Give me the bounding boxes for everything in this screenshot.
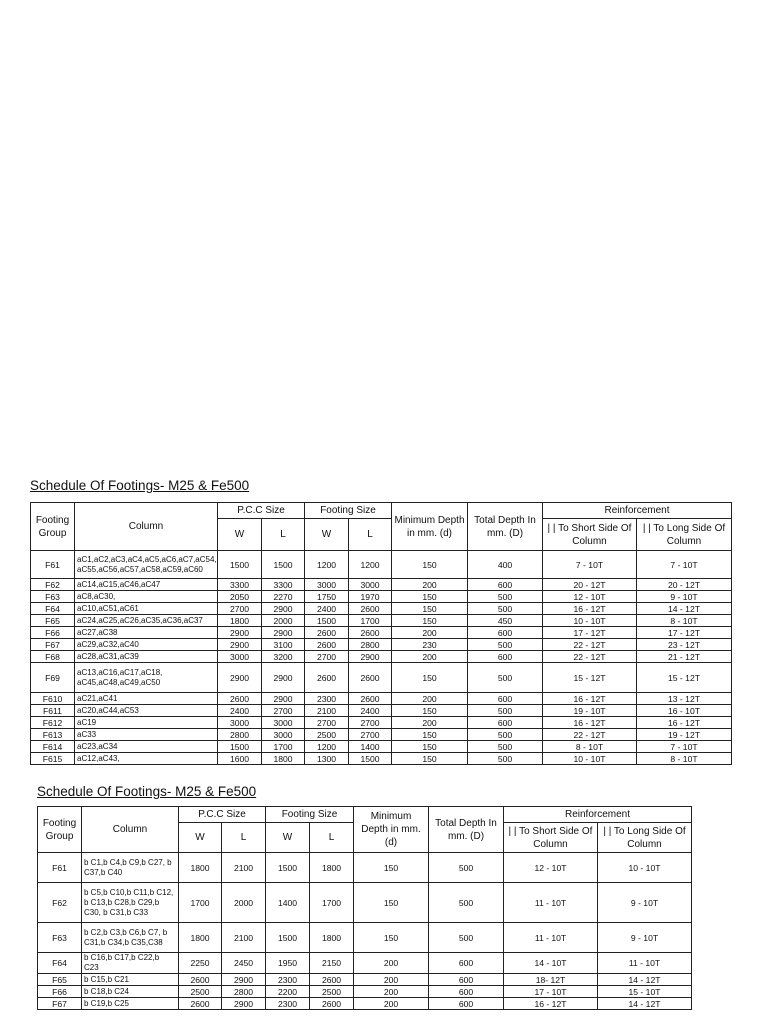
footing-w-cell: 1500 bbox=[266, 853, 310, 883]
short-side-cell: 22 - 12T bbox=[543, 729, 637, 741]
min-depth-cell: 200 bbox=[392, 693, 468, 705]
min-depth-cell: 150 bbox=[392, 753, 468, 765]
total-depth-cell: 600 bbox=[429, 998, 504, 1010]
pcc-w-cell: 1800 bbox=[218, 615, 262, 627]
footing-w-cell: 2200 bbox=[266, 986, 310, 998]
pcc-l-cell: 2900 bbox=[262, 603, 305, 615]
footing-group-cell: F68 bbox=[31, 651, 75, 663]
pcc-w-cell: 1800 bbox=[179, 923, 222, 953]
min-depth-cell: 200 bbox=[354, 974, 429, 986]
total-depth-cell: 600 bbox=[468, 579, 543, 591]
header-long-side: | | To Long Side Of Column bbox=[637, 519, 732, 551]
min-depth-cell: 200 bbox=[392, 651, 468, 663]
total-depth-cell: 400 bbox=[468, 551, 543, 579]
column-cell: aC13,aC16,aC17,aC18, aC45,aC48,aC49,aC50 bbox=[75, 663, 218, 693]
footing-w-cell: 1950 bbox=[266, 953, 310, 974]
pcc-l-cell: 2100 bbox=[222, 923, 266, 953]
short-side-cell: 17 - 10T bbox=[504, 986, 598, 998]
min-depth-cell: 150 bbox=[354, 923, 429, 953]
footing-w-cell: 3000 bbox=[305, 579, 349, 591]
total-depth-cell: 600 bbox=[429, 953, 504, 974]
table-row bbox=[31, 551, 732, 579]
pcc-w-cell: 2900 bbox=[218, 639, 262, 651]
pcc-l-cell: 2900 bbox=[262, 627, 305, 639]
header-footing-l: L bbox=[310, 823, 354, 853]
long-side-cell: 9 - 10T bbox=[598, 883, 692, 923]
header-pcc-w: W bbox=[179, 823, 222, 853]
pcc-w-cell: 1600 bbox=[218, 753, 262, 765]
column-cell: aC21,aC41 bbox=[75, 693, 218, 705]
short-side-cell: 19 - 10T bbox=[543, 705, 637, 717]
footing-group-cell: F64 bbox=[31, 603, 75, 615]
header-footing-group: Footing Group bbox=[31, 503, 75, 551]
pcc-l-cell: 2450 bbox=[222, 953, 266, 974]
short-side-cell: 12 - 10T bbox=[543, 591, 637, 603]
header-pcc-size: P.C.C Size bbox=[218, 503, 305, 519]
long-side-cell: 9 - 10T bbox=[637, 591, 732, 603]
footing-l-cell: 3000 bbox=[349, 579, 392, 591]
min-depth-cell: 150 bbox=[392, 729, 468, 741]
column-cell: aC8,aC30, bbox=[75, 591, 218, 603]
long-side-cell: 9 - 10T bbox=[598, 923, 692, 953]
pcc-w-cell: 2050 bbox=[218, 591, 262, 603]
footing-group-cell: F66 bbox=[31, 627, 75, 639]
footing-l-cell: 2600 bbox=[310, 998, 354, 1010]
schedule-table-1-body bbox=[31, 551, 732, 765]
header-footing-w: W bbox=[305, 519, 349, 551]
long-side-cell: 7 - 10T bbox=[637, 551, 732, 579]
header-reinforcement: Reinforcement bbox=[504, 807, 692, 823]
footing-w-cell: 2500 bbox=[305, 729, 349, 741]
pcc-l-cell: 2700 bbox=[262, 705, 305, 717]
pcc-w-cell: 3300 bbox=[218, 579, 262, 591]
table-row bbox=[31, 591, 732, 603]
footing-group-cell: F65 bbox=[38, 974, 82, 986]
footing-w-cell: 2600 bbox=[305, 639, 349, 651]
short-side-cell: 11 - 10T bbox=[504, 883, 598, 923]
table-row bbox=[31, 753, 732, 765]
long-side-cell: 21 - 12T bbox=[637, 651, 732, 663]
footing-l-cell: 1400 bbox=[349, 741, 392, 753]
total-depth-cell: 500 bbox=[468, 591, 543, 603]
table-row bbox=[31, 663, 732, 693]
footing-l-cell: 2700 bbox=[349, 717, 392, 729]
min-depth-cell: 150 bbox=[354, 883, 429, 923]
pcc-l-cell: 2900 bbox=[262, 693, 305, 705]
long-side-cell: 15 - 12T bbox=[637, 663, 732, 693]
footing-group-cell: F62 bbox=[38, 883, 82, 923]
header-short-side: | | To Short Side Of Column bbox=[504, 823, 598, 853]
total-depth-cell: 500 bbox=[468, 741, 543, 753]
column-cell: b C15,b C21 bbox=[82, 974, 179, 986]
schedule-table-2 bbox=[37, 806, 692, 1010]
footing-l-cell: 2500 bbox=[310, 986, 354, 998]
header-total-depth: Total Depth In mm. (D) bbox=[429, 807, 504, 853]
column-cell: aC24,aC25,aC26,aC35,aC36,aC37 bbox=[75, 615, 218, 627]
pcc-l-cell: 3300 bbox=[262, 579, 305, 591]
column-cell: aC19 bbox=[75, 717, 218, 729]
min-depth-cell: 200 bbox=[354, 953, 429, 974]
pcc-l-cell: 2900 bbox=[222, 974, 266, 986]
total-depth-cell: 600 bbox=[429, 974, 504, 986]
short-side-cell: 12 - 10T bbox=[504, 853, 598, 883]
long-side-cell: 15 - 10T bbox=[598, 986, 692, 998]
total-depth-cell: 500 bbox=[468, 729, 543, 741]
footing-l-cell: 2900 bbox=[349, 651, 392, 663]
long-side-cell: 16 - 12T bbox=[637, 717, 732, 729]
footing-l-cell: 2400 bbox=[349, 705, 392, 717]
short-side-cell: 11 - 10T bbox=[504, 923, 598, 953]
column-cell: b C16,b C17,b C22,b C23 bbox=[82, 953, 179, 974]
short-side-cell: 17 - 12T bbox=[543, 627, 637, 639]
long-side-cell: 16 - 10T bbox=[637, 705, 732, 717]
pcc-w-cell: 2500 bbox=[179, 986, 222, 998]
footing-group-cell: F614 bbox=[31, 741, 75, 753]
pcc-l-cell: 3200 bbox=[262, 651, 305, 663]
footing-group-cell: F67 bbox=[31, 639, 75, 651]
long-side-cell: 19 - 12T bbox=[637, 729, 732, 741]
table-row bbox=[31, 627, 732, 639]
header-total-depth: Total Depth In mm. (D) bbox=[468, 503, 543, 551]
total-depth-cell: 600 bbox=[468, 717, 543, 729]
total-depth-cell: 500 bbox=[429, 883, 504, 923]
pcc-w-cell: 1700 bbox=[179, 883, 222, 923]
footing-w-cell: 1500 bbox=[305, 615, 349, 627]
pcc-w-cell: 2600 bbox=[179, 998, 222, 1010]
column-cell: aC27,aC38 bbox=[75, 627, 218, 639]
min-depth-cell: 200 bbox=[392, 717, 468, 729]
min-depth-cell: 200 bbox=[392, 627, 468, 639]
short-side-cell: 7 - 10T bbox=[543, 551, 637, 579]
footing-w-cell: 2100 bbox=[305, 705, 349, 717]
footing-l-cell: 1970 bbox=[349, 591, 392, 603]
column-cell: b C5,b C10,b C11,b C12, b C13,b C28,b C29,b C30, b C31,b C33 bbox=[82, 883, 179, 923]
column-cell: aC12,aC43, bbox=[75, 753, 218, 765]
min-depth-cell: 200 bbox=[354, 986, 429, 998]
column-cell: aC14,aC15,aC46,aC47 bbox=[75, 579, 218, 591]
min-depth-cell: 150 bbox=[354, 853, 429, 883]
total-depth-cell: 450 bbox=[468, 615, 543, 627]
table-row bbox=[31, 705, 732, 717]
header-pcc-l: L bbox=[262, 519, 305, 551]
min-depth-cell: 150 bbox=[392, 551, 468, 579]
short-side-cell: 22 - 12T bbox=[543, 639, 637, 651]
pcc-l-cell: 2270 bbox=[262, 591, 305, 603]
long-side-cell: 14 - 12T bbox=[598, 998, 692, 1010]
table-row bbox=[31, 639, 732, 651]
pcc-w-cell: 2400 bbox=[218, 705, 262, 717]
pcc-l-cell: 3000 bbox=[262, 729, 305, 741]
table-row bbox=[31, 693, 732, 705]
schedule-block-2 bbox=[37, 784, 692, 1010]
min-depth-cell: 200 bbox=[354, 998, 429, 1010]
table-row bbox=[38, 883, 692, 923]
footing-group-cell: F61 bbox=[31, 551, 75, 579]
footing-group-cell: F63 bbox=[38, 923, 82, 953]
footing-w-cell: 2400 bbox=[305, 603, 349, 615]
footing-l-cell: 2600 bbox=[349, 627, 392, 639]
table-row bbox=[38, 998, 692, 1010]
header-pcc-l: L bbox=[222, 823, 266, 853]
short-side-cell: 10 - 10T bbox=[543, 753, 637, 765]
min-depth-cell: 230 bbox=[392, 639, 468, 651]
footing-group-cell: F610 bbox=[31, 693, 75, 705]
schedule-table-1 bbox=[30, 502, 732, 765]
table-row bbox=[38, 953, 692, 974]
table-row bbox=[31, 741, 732, 753]
footing-l-cell: 1800 bbox=[310, 923, 354, 953]
total-depth-cell: 500 bbox=[468, 705, 543, 717]
footing-w-cell: 2600 bbox=[305, 627, 349, 639]
header-pcc-size: P.C.C Size bbox=[179, 807, 266, 823]
schedule-table-2-body bbox=[38, 853, 692, 1010]
pcc-w-cell: 2700 bbox=[218, 603, 262, 615]
footing-group-cell: F64 bbox=[38, 953, 82, 974]
total-depth-cell: 600 bbox=[468, 651, 543, 663]
footing-group-cell: F61 bbox=[38, 853, 82, 883]
column-cell: b C19,b C25 bbox=[82, 998, 179, 1010]
short-side-cell: 16 - 12T bbox=[504, 998, 598, 1010]
table-row bbox=[31, 579, 732, 591]
total-depth-cell: 500 bbox=[468, 639, 543, 651]
total-depth-cell: 500 bbox=[468, 753, 543, 765]
pcc-l-cell: 1500 bbox=[262, 551, 305, 579]
total-depth-cell: 600 bbox=[468, 627, 543, 639]
short-side-cell: 22 - 12T bbox=[543, 651, 637, 663]
table-row bbox=[38, 974, 692, 986]
footing-w-cell: 1200 bbox=[305, 741, 349, 753]
header-long-side: | | To Long Side Of Column bbox=[598, 823, 692, 853]
footing-group-cell: F613 bbox=[31, 729, 75, 741]
column-cell: b C2,b C3,b C6,b C7, b C31,b C34,b C35,C38 bbox=[82, 923, 179, 953]
long-side-cell: 11 - 10T bbox=[598, 953, 692, 974]
column-cell: aC33 bbox=[75, 729, 218, 741]
header-pcc-w: W bbox=[218, 519, 262, 551]
pcc-l-cell: 2900 bbox=[262, 663, 305, 693]
column-cell: b C18,b C24 bbox=[82, 986, 179, 998]
pcc-w-cell: 2800 bbox=[218, 729, 262, 741]
long-side-cell: 14 - 12T bbox=[637, 603, 732, 615]
footing-l-cell: 2600 bbox=[349, 603, 392, 615]
long-side-cell: 13 - 12T bbox=[637, 693, 732, 705]
footing-group-cell: F62 bbox=[31, 579, 75, 591]
long-side-cell: 17 - 12T bbox=[637, 627, 732, 639]
pcc-l-cell: 2000 bbox=[222, 883, 266, 923]
pcc-w-cell: 2600 bbox=[218, 693, 262, 705]
column-cell: aC23,aC34 bbox=[75, 741, 218, 753]
header-footing-size: Footing Size bbox=[266, 807, 354, 823]
column-cell: b C1,b C4,b C9,b C27, b C37,b C40 bbox=[82, 853, 179, 883]
schedule-block-1 bbox=[30, 478, 732, 765]
header-footing-l: L bbox=[349, 519, 392, 551]
pcc-w-cell: 1500 bbox=[218, 551, 262, 579]
total-depth-cell: 500 bbox=[468, 663, 543, 693]
column-cell: aC29,aC32,aC40 bbox=[75, 639, 218, 651]
total-depth-cell: 600 bbox=[429, 986, 504, 998]
footing-l-cell: 2600 bbox=[310, 974, 354, 986]
pcc-l-cell: 1800 bbox=[262, 753, 305, 765]
header-reinforcement: Reinforcement bbox=[543, 503, 732, 519]
schedule-title-2: Schedule Of Footings- M25 & Fe500 bbox=[37, 784, 257, 799]
footing-group-cell: F69 bbox=[31, 663, 75, 693]
footing-l-cell: 1500 bbox=[349, 753, 392, 765]
table-row bbox=[38, 923, 692, 953]
pcc-w-cell: 1800 bbox=[179, 853, 222, 883]
short-side-cell: 16 - 12T bbox=[543, 717, 637, 729]
footing-group-cell: F615 bbox=[31, 753, 75, 765]
pcc-w-cell: 2250 bbox=[179, 953, 222, 974]
total-depth-cell: 500 bbox=[429, 853, 504, 883]
header-footing-group: Footing Group bbox=[38, 807, 82, 853]
header-short-side: | | To Short Side Of Column bbox=[543, 519, 637, 551]
footing-w-cell: 1400 bbox=[266, 883, 310, 923]
pcc-w-cell: 1500 bbox=[218, 741, 262, 753]
footing-w-cell: 2300 bbox=[266, 998, 310, 1010]
long-side-cell: 8 - 10T bbox=[637, 615, 732, 627]
column-cell: aC1,aC2,aC3,aC4,aC5,aC6,aC7,aC54, aC55,aC56,aC57,aC58,aC59,aC60 bbox=[75, 551, 218, 579]
footing-w-cell: 1200 bbox=[305, 551, 349, 579]
footing-w-cell: 2300 bbox=[266, 974, 310, 986]
total-depth-cell: 500 bbox=[468, 603, 543, 615]
footing-l-cell: 1800 bbox=[310, 853, 354, 883]
pcc-l-cell: 2800 bbox=[222, 986, 266, 998]
pcc-l-cell: 2000 bbox=[262, 615, 305, 627]
short-side-cell: 16 - 12T bbox=[543, 693, 637, 705]
footing-l-cell: 2600 bbox=[349, 693, 392, 705]
min-depth-cell: 150 bbox=[392, 705, 468, 717]
footing-group-cell: F65 bbox=[31, 615, 75, 627]
header-min-depth: Minimum Depth in mm. (d) bbox=[354, 807, 429, 853]
short-side-cell: 20 - 12T bbox=[543, 579, 637, 591]
pcc-l-cell: 2900 bbox=[222, 998, 266, 1010]
footing-group-cell: F66 bbox=[38, 986, 82, 998]
pcc-w-cell: 3000 bbox=[218, 651, 262, 663]
table-row bbox=[31, 615, 732, 627]
schedule-title-1: Schedule Of Footings- M25 & Fe500 bbox=[30, 478, 250, 493]
long-side-cell: 10 - 10T bbox=[598, 853, 692, 883]
long-side-cell: 20 - 12T bbox=[637, 579, 732, 591]
short-side-cell: 15 - 12T bbox=[543, 663, 637, 693]
short-side-cell: 18- 12T bbox=[504, 974, 598, 986]
footing-l-cell: 1200 bbox=[349, 551, 392, 579]
min-depth-cell: 150 bbox=[392, 591, 468, 603]
column-cell: aC10,aC51,aC61 bbox=[75, 603, 218, 615]
pcc-w-cell: 2600 bbox=[179, 974, 222, 986]
footing-group-cell: F63 bbox=[31, 591, 75, 603]
footing-l-cell: 2150 bbox=[310, 953, 354, 974]
min-depth-cell: 150 bbox=[392, 603, 468, 615]
footing-w-cell: 2700 bbox=[305, 651, 349, 663]
pcc-l-cell: 2100 bbox=[222, 853, 266, 883]
short-side-cell: 14 - 10T bbox=[504, 953, 598, 974]
header-min-depth: Minimum Depth in mm. (d) bbox=[392, 503, 468, 551]
footing-group-cell: F67 bbox=[38, 998, 82, 1010]
footing-group-cell: F612 bbox=[31, 717, 75, 729]
footing-l-cell: 2600 bbox=[349, 663, 392, 693]
table-row bbox=[31, 717, 732, 729]
footing-w-cell: 2600 bbox=[305, 663, 349, 693]
footing-l-cell: 2700 bbox=[349, 729, 392, 741]
column-cell: aC20,aC44,aC53 bbox=[75, 705, 218, 717]
min-depth-cell: 150 bbox=[392, 741, 468, 753]
long-side-cell: 23 - 12T bbox=[637, 639, 732, 651]
table-row bbox=[31, 651, 732, 663]
header-footing-w: W bbox=[266, 823, 310, 853]
pcc-w-cell: 3000 bbox=[218, 717, 262, 729]
long-side-cell: 8 - 10T bbox=[637, 753, 732, 765]
footing-w-cell: 2300 bbox=[305, 693, 349, 705]
footing-l-cell: 2800 bbox=[349, 639, 392, 651]
total-depth-cell: 600 bbox=[468, 693, 543, 705]
min-depth-cell: 150 bbox=[392, 615, 468, 627]
header-column: Column bbox=[82, 807, 179, 853]
footing-w-cell: 2700 bbox=[305, 717, 349, 729]
short-side-cell: 8 - 10T bbox=[543, 741, 637, 753]
footing-w-cell: 1750 bbox=[305, 591, 349, 603]
table-row bbox=[38, 853, 692, 883]
footing-w-cell: 1500 bbox=[266, 923, 310, 953]
pcc-w-cell: 2900 bbox=[218, 663, 262, 693]
long-side-cell: 7 - 10T bbox=[637, 741, 732, 753]
column-cell: aC28,aC31,aC39 bbox=[75, 651, 218, 663]
pcc-l-cell: 3000 bbox=[262, 717, 305, 729]
min-depth-cell: 200 bbox=[392, 579, 468, 591]
min-depth-cell: 150 bbox=[392, 663, 468, 693]
table-row bbox=[38, 986, 692, 998]
pcc-l-cell: 1700 bbox=[262, 741, 305, 753]
footing-group-cell: F611 bbox=[31, 705, 75, 717]
total-depth-cell: 500 bbox=[429, 923, 504, 953]
short-side-cell: 16 - 12T bbox=[543, 603, 637, 615]
header-footing-size: Footing Size bbox=[305, 503, 392, 519]
footing-l-cell: 1700 bbox=[310, 883, 354, 923]
pcc-l-cell: 3100 bbox=[262, 639, 305, 651]
table-row bbox=[31, 603, 732, 615]
table-row bbox=[31, 729, 732, 741]
header-column: Column bbox=[75, 503, 218, 551]
long-side-cell: 14 - 12T bbox=[598, 974, 692, 986]
pcc-w-cell: 2900 bbox=[218, 627, 262, 639]
footing-w-cell: 1300 bbox=[305, 753, 349, 765]
short-side-cell: 10 - 10T bbox=[543, 615, 637, 627]
footing-l-cell: 1700 bbox=[349, 615, 392, 627]
